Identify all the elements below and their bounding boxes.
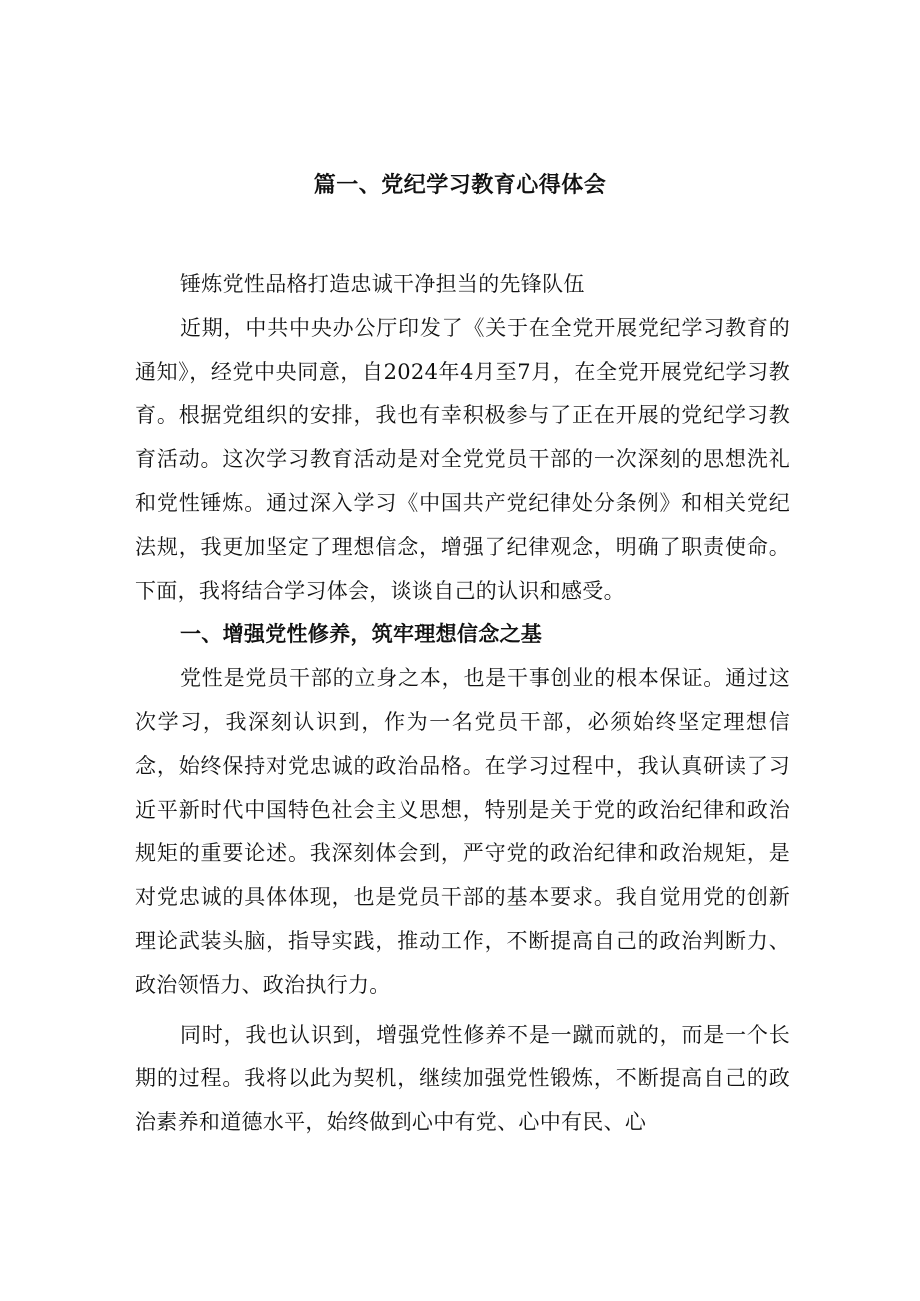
paragraph-subtitle: 锤炼党性品格打造忠诚干净担当的先锋队伍	[180, 272, 585, 296]
paragraph-section-1-continued: 同时，我也认识到，增强党性修养不是一蹴而就的，而是一个长期的过程。我将以此为契机，继续加强党性锻炼，不断提高自己的政治素养和道德水平，始终做到心中有党、心中有民、心	[135, 1022, 790, 1135]
section-heading-1: 一、增强党性修养，筑牢理想信念之基	[180, 622, 543, 647]
paragraph-section-1: 党性是党员干部的立身之本，也是干事创业的根本保证。通过这次学习，我深刻认识到，作为一名党员干部，必须始终坚定理想信念，始终保持对党忠诚的政治品格。在学习过程中，我认真研读了习近平新时代中国特色社会主义思想，特别是关于党的政治纪律和政治规矩的重要论述。我深刻体会到，严守党的政治纪律和政治规矩，是对党忠诚的具体体现，也是党员干部的基本要求。我自觉用党的创新理论武装头脑，指导实践，推动工作，不断提高自己的政治判断力、政治领悟力、政治执行力。	[135, 666, 790, 997]
document-title: 篇一、党纪学习教育心得体会	[313, 173, 607, 198]
paragraph-intro: 近期，中共中央办公厅印发了《关于在全党开展党纪学习教育的通知》，经党中央同意，自2024年4月至7月，在全党开展党纪学习教育。根据党组织的安排，我也有幸积极参与了正在开展的党纪学习教育活动。这次学习教育活动是对全党党员干部的一次深刻的思想洗礼和党性锤炼。通过深入学习《中国共产党纪律处分条例》和相关党纪法规，我更加坚定了理想信念，增强了纪律观念，明确了职责使命。下面，我将结合学习体会，谈谈自己的认识和感受。	[135, 315, 790, 603]
document-body	[135, 263, 790, 1145]
